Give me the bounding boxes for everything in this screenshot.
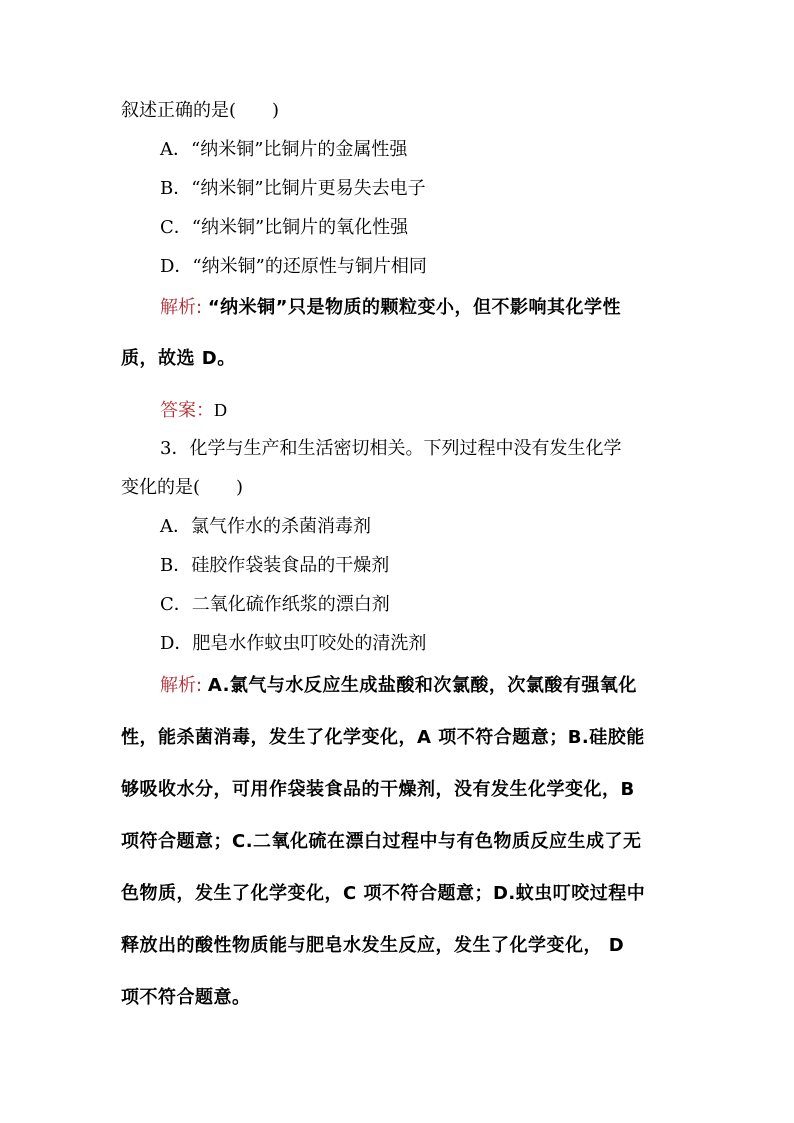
- question-2-stem-tail: 叙述正确的是( ): [121, 100, 280, 121]
- question-3-stem-line-2: 变化的是( ): [121, 477, 244, 498]
- question-2-option-a: A．“纳米铜”比铜片的金属性强: [160, 139, 408, 160]
- question-3-analysis-line-2: 性，能杀菌消毒，发生了化学变化，A 项不符合题意；B.硅胶能: [121, 727, 645, 748]
- question-3-option-d: D．肥皂水作蚊虫叮咬处的清洗剂: [160, 633, 427, 654]
- question-3-analysis-line-4: 项符合题意；C.二氧化硫在漂白过程中与有色物质反应生成了无: [121, 831, 642, 852]
- question-3-analysis-line-3: 够吸收水分，可用作袋装食品的干燥剂，没有发生化学变化，B: [121, 779, 635, 800]
- question-3-analysis-line-1: [160, 674, 637, 698]
- question-3-analysis-line-7: 项不符合题意。: [121, 987, 251, 1008]
- question-3-analysis-text: A.氯气与水反应生成盐酸和次氯酸，次氯酸有强氧化: [207, 675, 637, 696]
- question-2-analysis-text: “纳米铜”只是物质的颗粒变小，但不影响其化学性: [207, 297, 621, 318]
- question-2-analysis-label: 解析:: [160, 297, 203, 318]
- question-2-analysis-line-1: [160, 296, 621, 320]
- question-2-option-c: C．“纳米铜”比铜片的氧化性强: [160, 217, 409, 238]
- question-3-stem-line-1: 3．化学与生产和生活密切相关。下列过程中没有发生化学: [160, 438, 622, 459]
- question-2-answer-label: 答案：: [160, 400, 214, 421]
- question-2-analysis-line-2: 质，故选 D。: [121, 348, 236, 369]
- question-3-analysis-line-5: 色物质，发生了化学变化，C 项不符合题意；D.蚊虫叮咬过程中: [121, 883, 646, 904]
- question-2-answer: [160, 398, 227, 423]
- question-3-analysis-line-6: 释放出的酸性物质能与肥皂水发生反应，发生了化学变化， D: [121, 935, 625, 956]
- question-2-option-d: D．“纳米铜”的还原性与铜片相同: [160, 256, 427, 277]
- question-2-answer-value: D: [214, 400, 227, 420]
- question-3-analysis-label: 解析:: [160, 675, 203, 696]
- question-3-option-b: B．硅胶作袋装食品的干燥剂: [160, 555, 390, 576]
- question-2-option-b: B．“纳米铜”比铜片更易失去电子: [160, 178, 426, 199]
- question-3-option-a: A．氯气作水的杀菌消毒剂: [160, 516, 371, 537]
- question-3-option-c: C．二氧化硫作纸浆的漂白剂: [160, 594, 390, 615]
